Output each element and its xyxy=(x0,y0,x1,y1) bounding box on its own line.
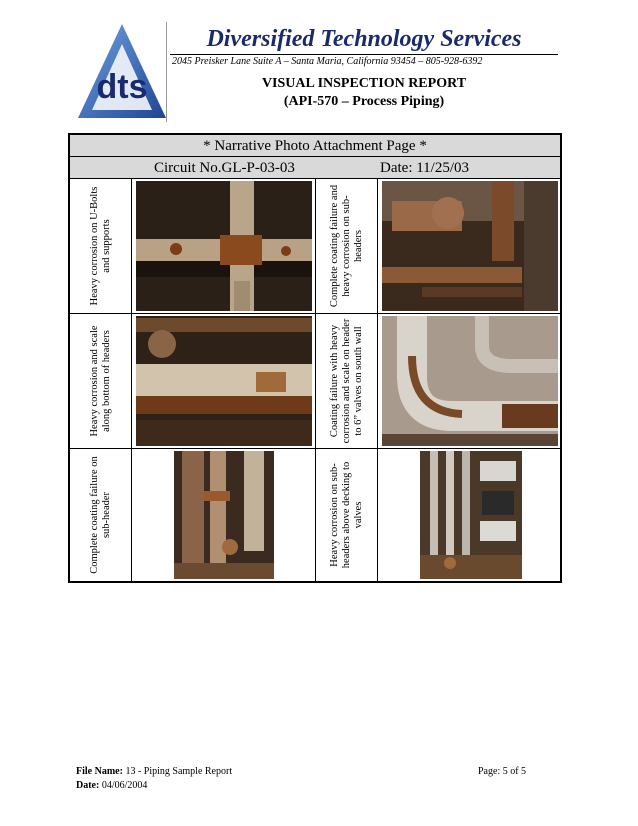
photo-u-bolts xyxy=(136,181,312,311)
photo-caption: Heavy corrosion and scale along bottom of headers xyxy=(88,325,112,437)
photo-valves-south-wall xyxy=(382,316,558,446)
photo-cell xyxy=(132,179,316,314)
photo-cell xyxy=(378,449,560,581)
photo-caption-cell xyxy=(70,449,132,581)
footer-file-name xyxy=(76,766,232,778)
footer-date-label: Date: xyxy=(76,780,100,791)
photo-caption: Heavy corrosion on U-Bolts and supports xyxy=(88,186,112,306)
table-title: * Narrative Photo Attachment Page * xyxy=(70,135,560,157)
dts-logo xyxy=(76,22,168,120)
company-address: 2045 Preisker Lane Suite A – Santa Maria, California 93454 – 805-928-6392 xyxy=(172,56,483,67)
file-name-label: File Name: xyxy=(76,766,123,777)
logo-text: dts xyxy=(96,68,148,106)
photo-caption-cell xyxy=(316,179,378,314)
photo-cell xyxy=(132,314,316,449)
photo-cell xyxy=(378,179,560,314)
header-divider xyxy=(166,22,167,122)
photo-caption: Complete coating failure on sub-header xyxy=(88,456,112,574)
photo-caption-cell xyxy=(70,179,132,314)
photo-caption-cell xyxy=(316,449,378,581)
company-name: Diversified Technology Services xyxy=(206,26,522,52)
photo-caption: Coating failure with heavy corrosion and scale on header to 6” valves on south wall xyxy=(328,318,364,444)
photo-caption-cell xyxy=(316,314,378,449)
photo-cell xyxy=(378,314,560,449)
photo-sub-header xyxy=(174,451,274,579)
photo-header-bottom xyxy=(136,316,312,446)
footer-date xyxy=(76,780,147,792)
photo-sub-headers xyxy=(382,181,558,311)
circuit-date-row xyxy=(70,157,560,179)
circuit-number: Circuit No.GL-P-03-03 xyxy=(154,160,295,176)
company-underline xyxy=(170,54,558,55)
file-name-value: 13 - Piping Sample Report xyxy=(125,766,233,777)
photo-caption: Heavy corrosion on sub-headers above decking to valves xyxy=(328,461,364,569)
photo-cell xyxy=(132,449,316,581)
page-number: Page: 5 of 5 xyxy=(478,766,527,777)
footer-date-value: 04/06/2004 xyxy=(101,780,148,791)
inspection-date: Date: 11/25/03 xyxy=(380,160,470,176)
photo-attachment-table xyxy=(68,133,562,583)
photo-decking-valves xyxy=(420,451,522,579)
report-title: VISUAL INSPECTION REPORT xyxy=(261,76,467,91)
report-subtitle: (API-570 – Process Piping) xyxy=(283,94,445,109)
photo-caption-cell xyxy=(70,314,132,449)
photo-caption: Complete coating failure and heavy corrosion on sub-headers xyxy=(328,184,364,308)
